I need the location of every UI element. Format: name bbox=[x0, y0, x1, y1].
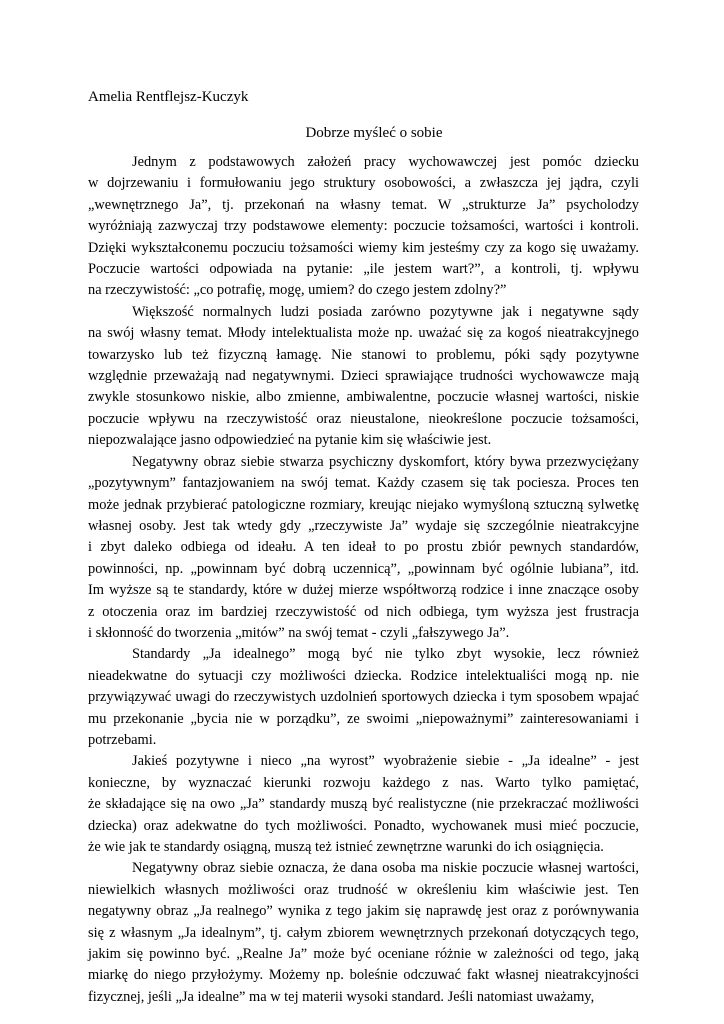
text-line: i zbyt daleko odbiega od ideału. A ten ideał to po prostu zbiór pewnych standardów, bbox=[88, 539, 639, 556]
text-line: Negatywny obraz siebie oznacza, że dana osoba ma niskie poczucie własnej wartości, bbox=[132, 860, 639, 877]
paragraph bbox=[88, 644, 639, 751]
text-line: fizycznej, jeśli „Ja idealne” ma w tej materii wysoki standard. Jeśli natomiast uważamy, bbox=[88, 988, 595, 1005]
paragraph bbox=[88, 452, 639, 645]
text-line: konieczne, by wyznaczać kierunki rozwoju każdego z nas. Warto tylko pamiętać, bbox=[88, 774, 639, 791]
text-line: Poczucie wartości odpowiada na pytanie: „ile jestem wart?”, a kontroli, tj. wpływu bbox=[88, 261, 639, 278]
paragraph bbox=[88, 302, 639, 452]
text-line: potrzebami. bbox=[88, 731, 157, 748]
text-line: Większość normalnych ludzi posiada zarówno pozytywne jak i negatywne sądy bbox=[132, 303, 639, 320]
page-title bbox=[0, 123, 724, 143]
text-line: „pozytywnym” fantazjowaniem na swój temat. Każdy czasem się tak pociesza. Proces ten bbox=[88, 475, 639, 492]
text-line: wyróżniają zazwyczaj trzy podstawowe elementy: poczucie tożsamości, wartości i kontroli. bbox=[88, 218, 639, 235]
text-line: jakim się powinno być. „Realne Ja” może być oceniane różnie w zależności od tego, jaką bbox=[88, 946, 639, 963]
text-line: na rzeczywistość: „co potrafię, mogę, umiem? do czego jestem zdolny?” bbox=[88, 282, 507, 299]
text-line: negatywny obraz „Ja realnego” wynika z tego jakim się naprawdę jest oraz z porównywania bbox=[88, 903, 639, 920]
text-line: może jednak przybierać patologiczne rozmiary, kreując niejako wymyśloną sztuczną sylwetkę bbox=[88, 496, 639, 513]
text-line: na swój własny temat. Młody intelektualista może np. uważać się za kogoś nieatrakcyjnego bbox=[88, 325, 639, 342]
text-line: Dzięki wykształconemu poczuciu tożsamości wiemy kim jesteśmy czy za kogo się uważamy. bbox=[88, 239, 639, 256]
text-line: „wewnętrznego Ja”, tj. przekonań na własny temat. W „strukturze Ja” psycholodzy bbox=[88, 196, 639, 213]
text-line: że wie jak te standardy osiągną, muszą też istnieć zewnętrzne warunki do ich osiągnięcia. bbox=[88, 839, 604, 855]
text-line: niewielkich własnych możliwości oraz trudność w określeniu kim właściwie jest. Ten bbox=[88, 881, 639, 898]
body-text bbox=[88, 152, 639, 1008]
text-line: nieadekwatne do sytuacji czy możliwości dziecka. Rodzice intelektualiści mogą np. nie bbox=[88, 667, 639, 684]
text-line: przywiązywać uwagi do rzeczywistych uzdolnień sportowych dziecka i tym sposobem wpajać bbox=[88, 689, 639, 706]
text-line: towarzysko lub też fizyczną łamagę. Nie stanowi to problemu, póki sądy pozytywne bbox=[88, 346, 639, 363]
text-line: Negatywny obraz siebie stwarza psychiczny dyskomfort, który bywa przezwyciężany bbox=[132, 453, 639, 470]
text-line: i skłonność do tworzenia „mitów” na swój temat - czyli „fałszywego Ja”. bbox=[88, 624, 510, 641]
text-line: w dojrzewaniu i formułowaniu jego struktury osobowości, a zwłaszcza jej jądra, czyli bbox=[88, 175, 639, 192]
text-line: że składające się na owo „Ja” standardy muszą być realistyczne (nie przekraczać możliwości bbox=[88, 796, 639, 813]
text-line: Jakieś pozytywne i nieco „na wyrost” wyobrażenie siebie - „Ja idealne” - jest bbox=[132, 753, 639, 770]
title-text: Dobrze myśleć o sobie bbox=[305, 125, 443, 141]
text-line: powinności, np. „powinnam być dobrą uczennicą”, „powinnam być ogólnie lubiana”, itd. bbox=[88, 560, 639, 577]
text-line: własnej osoby. Jest tak wtedy gdy „rzeczywiste Ja” wydaje się szczególnie nieatrakcyjne bbox=[88, 517, 639, 534]
text-line: poczucie wpływu na rzeczywistość oraz nieustalone, nieokreślone poczucie tożsamości, bbox=[88, 410, 639, 427]
text-line: Standardy „Ja idealnego” mogą być nie tylko zbyt wysokie, lecz również bbox=[132, 646, 639, 663]
text-line: względnie przeważają nad negatywnymi. Dzieci sprawiające trudności wychowawcze mają bbox=[88, 368, 639, 385]
text-line: Im wyższe są te standardy, które w dużej mierze współtworzą rodzice i inne znaczące osoby bbox=[88, 582, 639, 599]
text-line: mu przekonanie „bycia nie w porządku”, ze swoimi „niepoważnymi” zainteresowaniami i bbox=[88, 710, 639, 727]
paragraph bbox=[88, 152, 639, 302]
text-line: miarkę do niego przyłożymy. Możemy np. boleśnie odczuwać fakt własnej nieatrakcyjności bbox=[88, 967, 639, 984]
author-name: Amelia Rentflejsz-Kuczyk bbox=[88, 89, 249, 105]
text-line: z otoczenia oraz im bardziej rzeczywistość od nich odbiega, tym wyższa jest frustracja bbox=[88, 603, 639, 620]
text-line: się z własnym „Ja idealnym”, tj. całym zbiorem wewnętrznych przekonań dotyczących tego, bbox=[88, 924, 639, 941]
text-line: niepozwalające jasno odpowiedzieć na pytanie kim się właściwie jest. bbox=[88, 432, 492, 449]
paragraph bbox=[88, 858, 639, 1008]
text-line: dziecka) oraz adekwatne do tych możliwości. Ponadto, wychowanek musi mieć poczucie, bbox=[88, 817, 639, 834]
text-line: Jednym z podstawowych założeń pracy wychowawczej jest pomóc dziecku bbox=[132, 154, 639, 170]
paragraph bbox=[88, 751, 639, 858]
text-line: zwykle stosunkowo niskie, albo zmienne, ambiwalentne, poczucie własnej wartości, niskie bbox=[88, 389, 639, 406]
